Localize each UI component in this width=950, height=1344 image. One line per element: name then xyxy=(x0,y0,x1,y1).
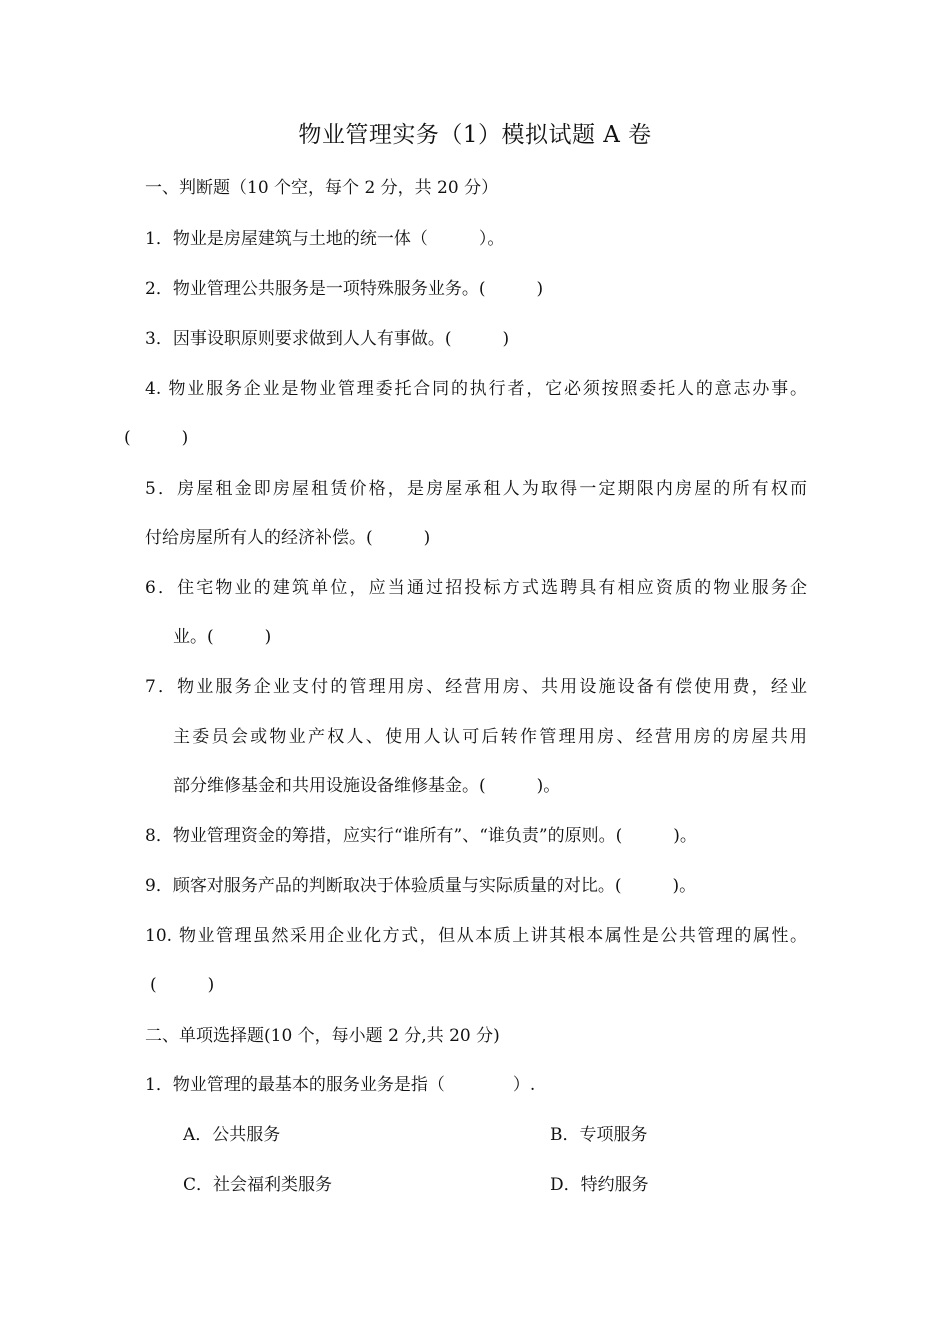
section-heading-true-false: 一、判断题（10 个空，每个 2 分，共 20 分） xyxy=(145,178,499,198)
option-c: C．社会福利类服务 xyxy=(183,1175,333,1195)
option-b: B．专项服务 xyxy=(550,1125,648,1145)
question-10-line-2: ( ) xyxy=(150,975,215,995)
question-4-line-1: 4. 物业服务企业是物业管理委托合同的执行者，它必须按照委托人的意志办事。 xyxy=(145,379,807,399)
question-8: 8．物业管理资金的筹措，应实行“谁所有”、“谁负责”的原则。( )。 xyxy=(145,826,697,846)
question-6-line-2: 业。( ) xyxy=(173,627,272,647)
option-d: D．特约服务 xyxy=(550,1175,649,1195)
section-heading-single-choice: 二、单项选择题(10 个，每小题 2 分,共 20 分) xyxy=(145,1026,500,1046)
question-5-line-1: 5．房屋租金即房屋租赁价格，是房屋承租人为取得一定期限内房屋的所有权而 xyxy=(145,479,807,499)
question-7-line-1: 7．物业服务企业支付的管理用房、经营用房、共用设施设备有偿使用费，经业 xyxy=(145,677,807,697)
question-7-line-2: 主委员会或物业产权人、使用人认可后转作管理用房、经营用房的房屋共用 xyxy=(173,727,807,747)
question-2: 2．物业管理公共服务是一项特殊服务业务。( ) xyxy=(145,279,544,299)
question-10-line-1: 10. 物业管理虽然采用企业化方式，但从本质上讲其根本属性是公共管理的属性。 xyxy=(145,926,807,946)
question-7-line-3: 部分维修基金和共用设施设备维修基金。( )。 xyxy=(173,776,561,796)
question-5-line-2: 付给房屋所有人的经济补偿。( ) xyxy=(145,528,431,548)
question-1: 1．物业是房屋建筑与土地的统一体（ ）。 xyxy=(145,229,505,249)
question-6-line-1: 6．住宅物业的建筑单位，应当通过招投标方式选聘具有相应资质的物业服务企 xyxy=(145,578,807,598)
question-3: 3．因事设职原则要求做到人人有事做。( ) xyxy=(145,329,510,349)
page-title: 物业管理实务（1）模拟试题 A 卷 xyxy=(298,122,652,148)
question-9: 9．顾客对服务产品的判断取决于体验质量与实际质量的对比。( )。 xyxy=(145,876,697,896)
choice-question-1: 1．物业管理的最基本的服务业务是指（ ）. xyxy=(145,1075,536,1095)
question-4-line-2: ( ) xyxy=(124,428,189,448)
option-a: A．公共服务 xyxy=(183,1125,281,1145)
